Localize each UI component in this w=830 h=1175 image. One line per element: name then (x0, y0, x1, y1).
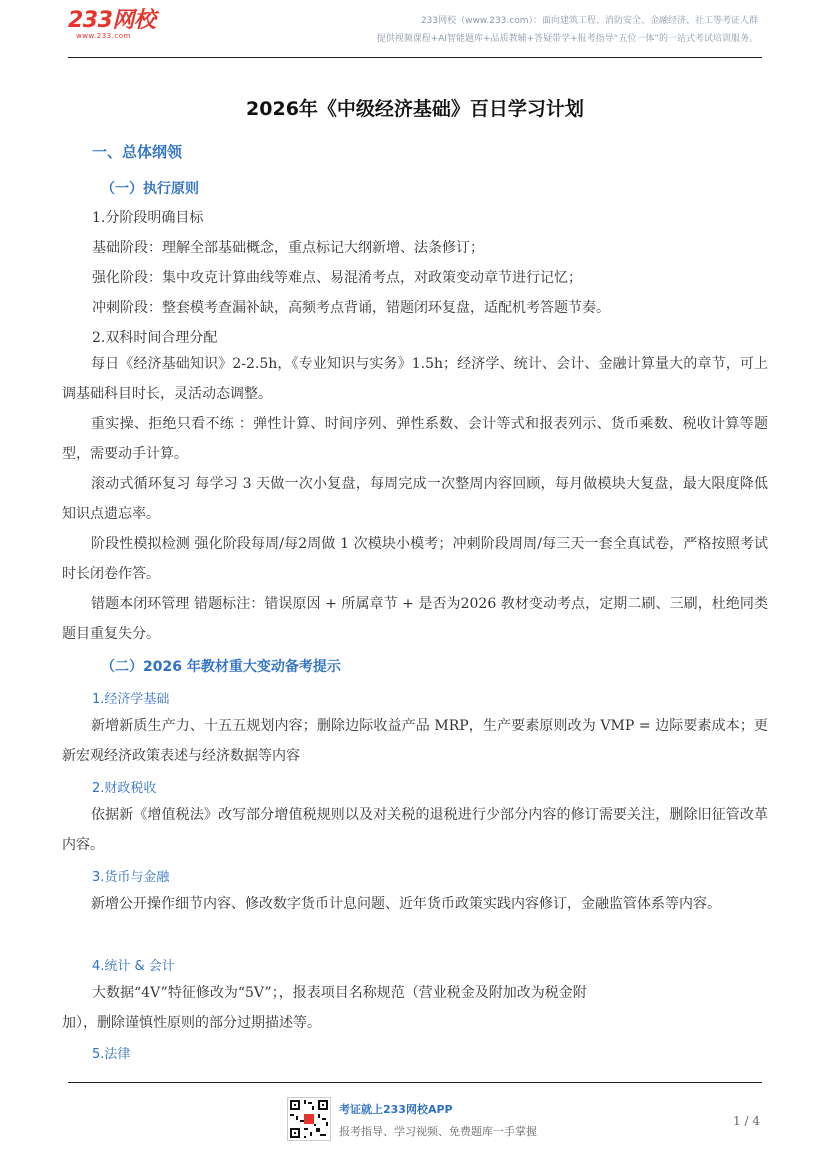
page-header (0, 0, 830, 60)
logo-text: 233网校 (68, 8, 156, 33)
topic-heading: 5.法律 (92, 1047, 131, 1062)
paragraph: 滚动式循环复习 每学习 3 天做一次小复盘，每周完成一次整周内容回顾，每月做模块大复盘，最大限度降低知识点遗忘率。 (62, 476, 768, 522)
header-info-line: 提供视频课程+AI智能题库+品质教辅+答疑带学+报考指导“五位一体”的一站式考试培训服务。 (376, 34, 758, 44)
paragraph-line: 基础阶段：理解全部基础概念，重点标记大纲新增、法条修订； (92, 240, 484, 256)
paragraph-line: 加），删除谨慎性原则的部分过期描述等。 (62, 1015, 321, 1031)
topic-heading: 1.经济学基础 (92, 692, 170, 707)
section-heading: 一、总体纲领 (92, 143, 183, 161)
qr-code-icon[interactable] (287, 1097, 331, 1141)
footer-app-subtitle: 报考指导、学习视频、免费题库一手掌握 (339, 1125, 537, 1138)
paragraph: 重实操、拒绝只看不练 ：弹性计算、时间序列、弹性系数、会计等式和报表列示、货币乘数、税收计算等题型，需要动手计算。 (62, 416, 768, 462)
subsection-heading: （二）2026 年教材重大变动备考提示 (101, 659, 341, 675)
header-divider (68, 57, 762, 58)
header-info (377, 12, 758, 48)
topic-heading: 2.财政税收 (92, 781, 157, 796)
brand-logo[interactable] (68, 10, 155, 40)
paragraph-line: 冲刺阶段：整套模考查漏补缺，高频考点背诵，错题闭环复盘，适配机考答题节奏。 (92, 300, 610, 316)
page-number: 1 / 4 (733, 1114, 760, 1128)
paragraph: 新增公开操作细节内容、修改数字货币计息问题、近年货币政策实践内容修订，金融监管体系等内容。 (91, 896, 721, 912)
list-item: 2.双科时间合理分配 (92, 330, 218, 346)
header-info-line: 233网校（www.233.com）：面向建筑工程、消防安全、金融经济、社工等考证人群 (420, 16, 758, 26)
list-item: 1.分阶段明确目标 (92, 210, 204, 226)
topic-heading: 4.统计 & 会计 (92, 959, 175, 974)
footer-app-title[interactable]: 考证就上233网校APP (339, 1103, 453, 1116)
paragraph: 错题本闭环管理 错题标注：错误原因 + 所属章节 + 是否为2026 教材变动考点，定期二刷、三刷，杜绝同类题目重复失分。 (62, 596, 768, 642)
subsection-heading: （一）执行原则 (101, 181, 199, 197)
paragraph: 阶段性模拟检测 强化阶段每周/每2周做 1 次模块小模考；冲刺阶段周周/每三天一套全真试卷，严格按照考试时长闭卷作答。 (62, 536, 768, 582)
paragraph: 每日《经济基础知识》2-2.5h，《专业知识与实务》1.5h；经济学、统计、会计、金融计算量大的章节，可上调基础科目时长，灵活动态调整。 (62, 356, 768, 402)
paragraph: 依据新《增值税法》改写部分增值税规则以及对关税的退税进行少部分内容的修订需要关注，删除旧征管改革内容。 (62, 807, 768, 853)
paragraph-line: 强化阶段：集中攻克计算曲线等难点、易混淆考点，对政策变动章节进行记忆； (92, 270, 582, 286)
topic-heading: 3.货币与金融 (92, 870, 170, 885)
footer-divider (68, 1082, 762, 1083)
paragraph-line: 大数据“4V”特征修改为“5V”；，报表项目名称规范（营业税金及附加改为税金附 (92, 985, 587, 1001)
paragraph: 新增新质生产力、十五五规划内容；删除边际收益产品 MRP，生产要素原则改为 VMP = 边际要素成本；更新宏观经济政策表述与经济数据等内容 (62, 718, 768, 764)
logo-url: www.233.com (76, 32, 131, 40)
document-title: 2026年《中级经济基础》百日学习计划 (246, 98, 584, 120)
